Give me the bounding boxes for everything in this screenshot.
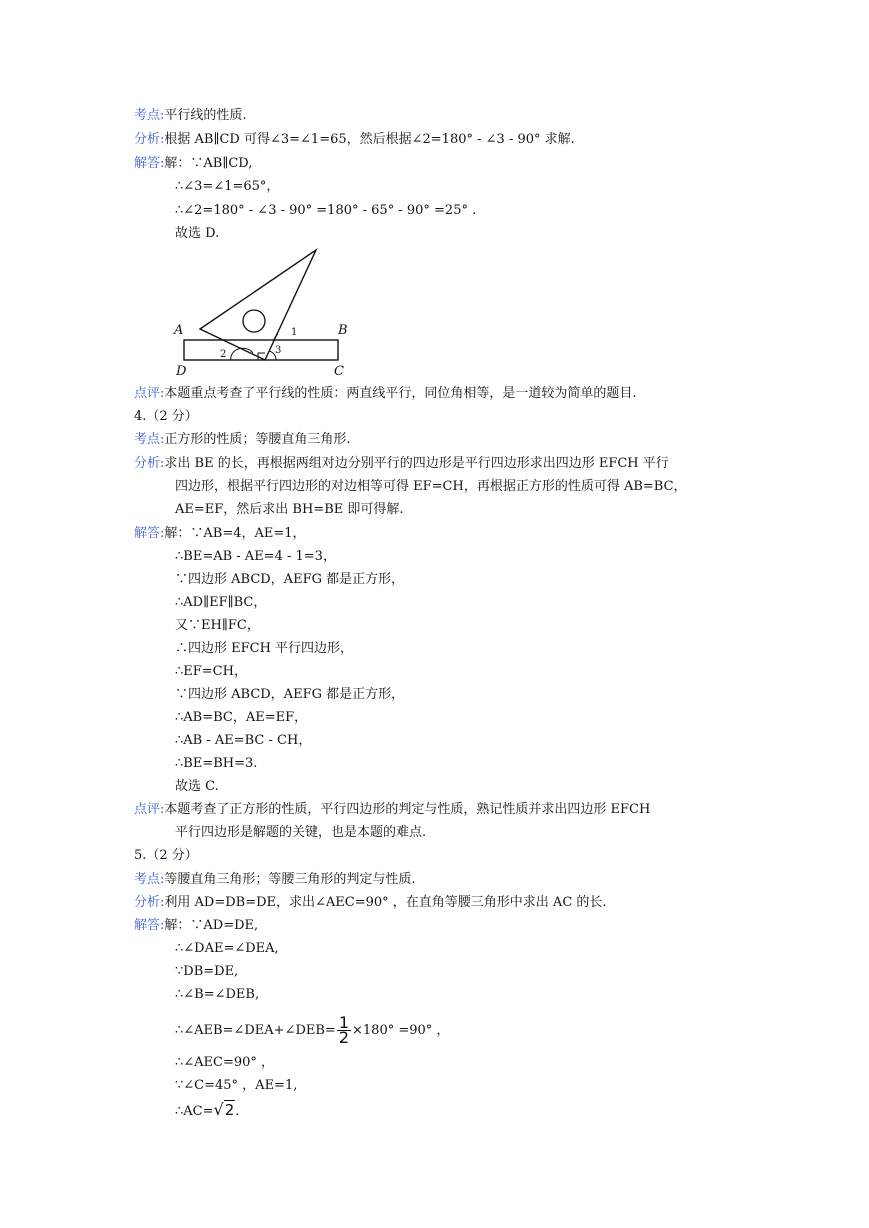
- solution-step: ∴∠DAE=∠DEA,: [175, 941, 279, 956]
- fenxi-label: 分析:: [134, 895, 165, 910]
- dianping-text: 本题重点考查了平行线的性质：两直线平行，同位角相等，是一道较为简单的题目.: [164, 386, 637, 401]
- q3-dianping-row: [134, 386, 637, 402]
- fraction-denominator: 2: [338, 1028, 350, 1047]
- q5-jieda-row: [134, 918, 258, 934]
- fraction-step: [175, 1014, 449, 1048]
- label-d: D: [176, 364, 187, 379]
- kaodian-text: 正方形的性质；等腰直角三角形.: [164, 432, 351, 447]
- solution-step: ∴AB - AE=BC - CH，: [175, 733, 312, 748]
- label-b: B: [338, 323, 348, 338]
- solution-step: ∴∠3=∠1=65°，: [175, 179, 280, 194]
- q4-kaodian-row: [134, 432, 351, 448]
- kaodian-text: 平行线的性质.: [164, 108, 247, 123]
- solution-step: 故选 C.: [175, 779, 219, 794]
- fenxi-text: 求出 BE 的长，再根据两组对边分别平行的四边形是平行四边形求出四边形 EFCH 平行: [164, 456, 669, 471]
- kaodian-label: 考点:: [134, 872, 165, 887]
- fenxi-label: 分析:: [134, 456, 165, 471]
- fraction-numerator: 1: [338, 1013, 350, 1032]
- solution-step: ∵∠C=45° ，AE=1,: [175, 1078, 298, 1093]
- solution-step: ∴EF=CH，: [175, 664, 247, 679]
- solution-step: 又∵EH∥FC，: [175, 618, 260, 633]
- solution-step: ∵四边形 ABCD，AEFG 都是正方形，: [175, 687, 405, 702]
- q3-kaodian-row: [134, 108, 247, 124]
- jieda-label: 解答:: [134, 156, 165, 171]
- sqrt-radicand: 2: [224, 1101, 235, 1119]
- jieda-text: 解：∵AD=DE,: [164, 918, 259, 933]
- q3-jieda-row: [134, 156, 252, 172]
- q4-fenxi-row: [134, 456, 669, 472]
- sqrt-step-prefix: ∴AC=: [175, 1104, 214, 1119]
- q4-dianping-row: [134, 802, 650, 818]
- one-half-fraction: [337, 1013, 351, 1047]
- ruler-rectangle: [184, 340, 338, 360]
- q5-kaodian-row: [134, 872, 416, 888]
- fenxi-text: 根据 AB∥CD 可得∠3=∠1=65，然后根据∠2=180° - ∠3 - 90° 求解.: [164, 132, 575, 147]
- angle-label-3: 3: [275, 345, 282, 356]
- dianping-text: 本题考查了正方形的性质，平行四边形的判定与性质，熟记性质并求出四边形 EFCH: [164, 802, 651, 817]
- solution-step: ∴AD∥EF∥BC，: [175, 595, 267, 610]
- jieda-text: 解：∵AB∥CD,: [164, 156, 253, 171]
- q3-fenxi-row: [134, 132, 575, 148]
- jieda-label: 解答:: [134, 526, 165, 541]
- fenxi-continuation: AE=EF，然后求出 BH=BE 即可得解.: [175, 502, 404, 517]
- dianping-label: 点评:: [134, 802, 165, 817]
- solution-step: ∴AB=BC，AE=EF，: [175, 710, 308, 725]
- solution-step: ∴BE=AB - AE=4 - 1=3，: [175, 549, 336, 564]
- angle-label-2: 2: [220, 349, 227, 360]
- solution-step: ∵DB=DE,: [175, 964, 239, 979]
- fraction-step-prefix: ∴∠AEB=∠DEA+∠DEB=: [175, 1023, 336, 1038]
- solution-step: ∴四边形 EFCH 平行四边形，: [175, 641, 354, 656]
- solution-step: ∴∠B=∠DEB,: [175, 987, 260, 1002]
- label-a: A: [174, 323, 184, 338]
- jieda-text: 解：∵AB=4，AE=1，: [164, 526, 306, 541]
- kaodian-label: 考点:: [134, 432, 165, 447]
- kaodian-label: 考点:: [134, 108, 165, 123]
- solution-step: ∴∠AEC=90° ，: [175, 1055, 275, 1070]
- set-square-hole: [243, 310, 265, 332]
- q5-header: 5.（2 分）: [134, 848, 198, 863]
- solution-step: ∵四边形 ABCD，AEFG 都是正方形，: [175, 572, 405, 587]
- set-square-triangle: [200, 250, 316, 360]
- solution-step: ∴BE=BH=3.: [175, 756, 258, 771]
- fraction-step-suffix: ×180° =90° ，: [352, 1023, 450, 1038]
- jieda-label: 解答:: [134, 918, 165, 933]
- fenxi-text: 利用 AD=DB=DE，求出∠AEC=90° ，在直角等腰三角形中求出 AC 的长.: [164, 895, 607, 910]
- angle-2-arc: [231, 348, 253, 360]
- label-c: C: [334, 364, 344, 379]
- triangle-ruler-diagram: [168, 245, 368, 380]
- fenxi-label: 分析:: [134, 132, 165, 147]
- q4-header: 4.（2 分）: [134, 409, 198, 424]
- dianping-label: 点评:: [134, 386, 165, 401]
- angle-label-1: 1: [291, 327, 298, 338]
- solution-step: ∴∠2=180° - ∠3 - 90° =180° - 65° - 90° =25° .: [175, 203, 477, 218]
- solution-step: 故选 D.: [175, 226, 220, 241]
- dianping-continuation: 平行四边形是解题的关键，也是本题的难点.: [175, 825, 427, 840]
- fenxi-continuation: 四边形，根据平行四边形的对边相等可得 EF=CH，再根据正方形的性质可得 AB=BC，: [175, 479, 687, 494]
- q4-jieda-row: [134, 526, 306, 542]
- kaodian-text: 等腰直角三角形；等腰三角形的判定与性质.: [164, 872, 416, 887]
- q5-fenxi-row: [134, 895, 607, 911]
- sqrt-step: [175, 1099, 239, 1121]
- square-root-symbol: √: [213, 1100, 224, 1119]
- sqrt-step-suffix: .: [235, 1104, 240, 1119]
